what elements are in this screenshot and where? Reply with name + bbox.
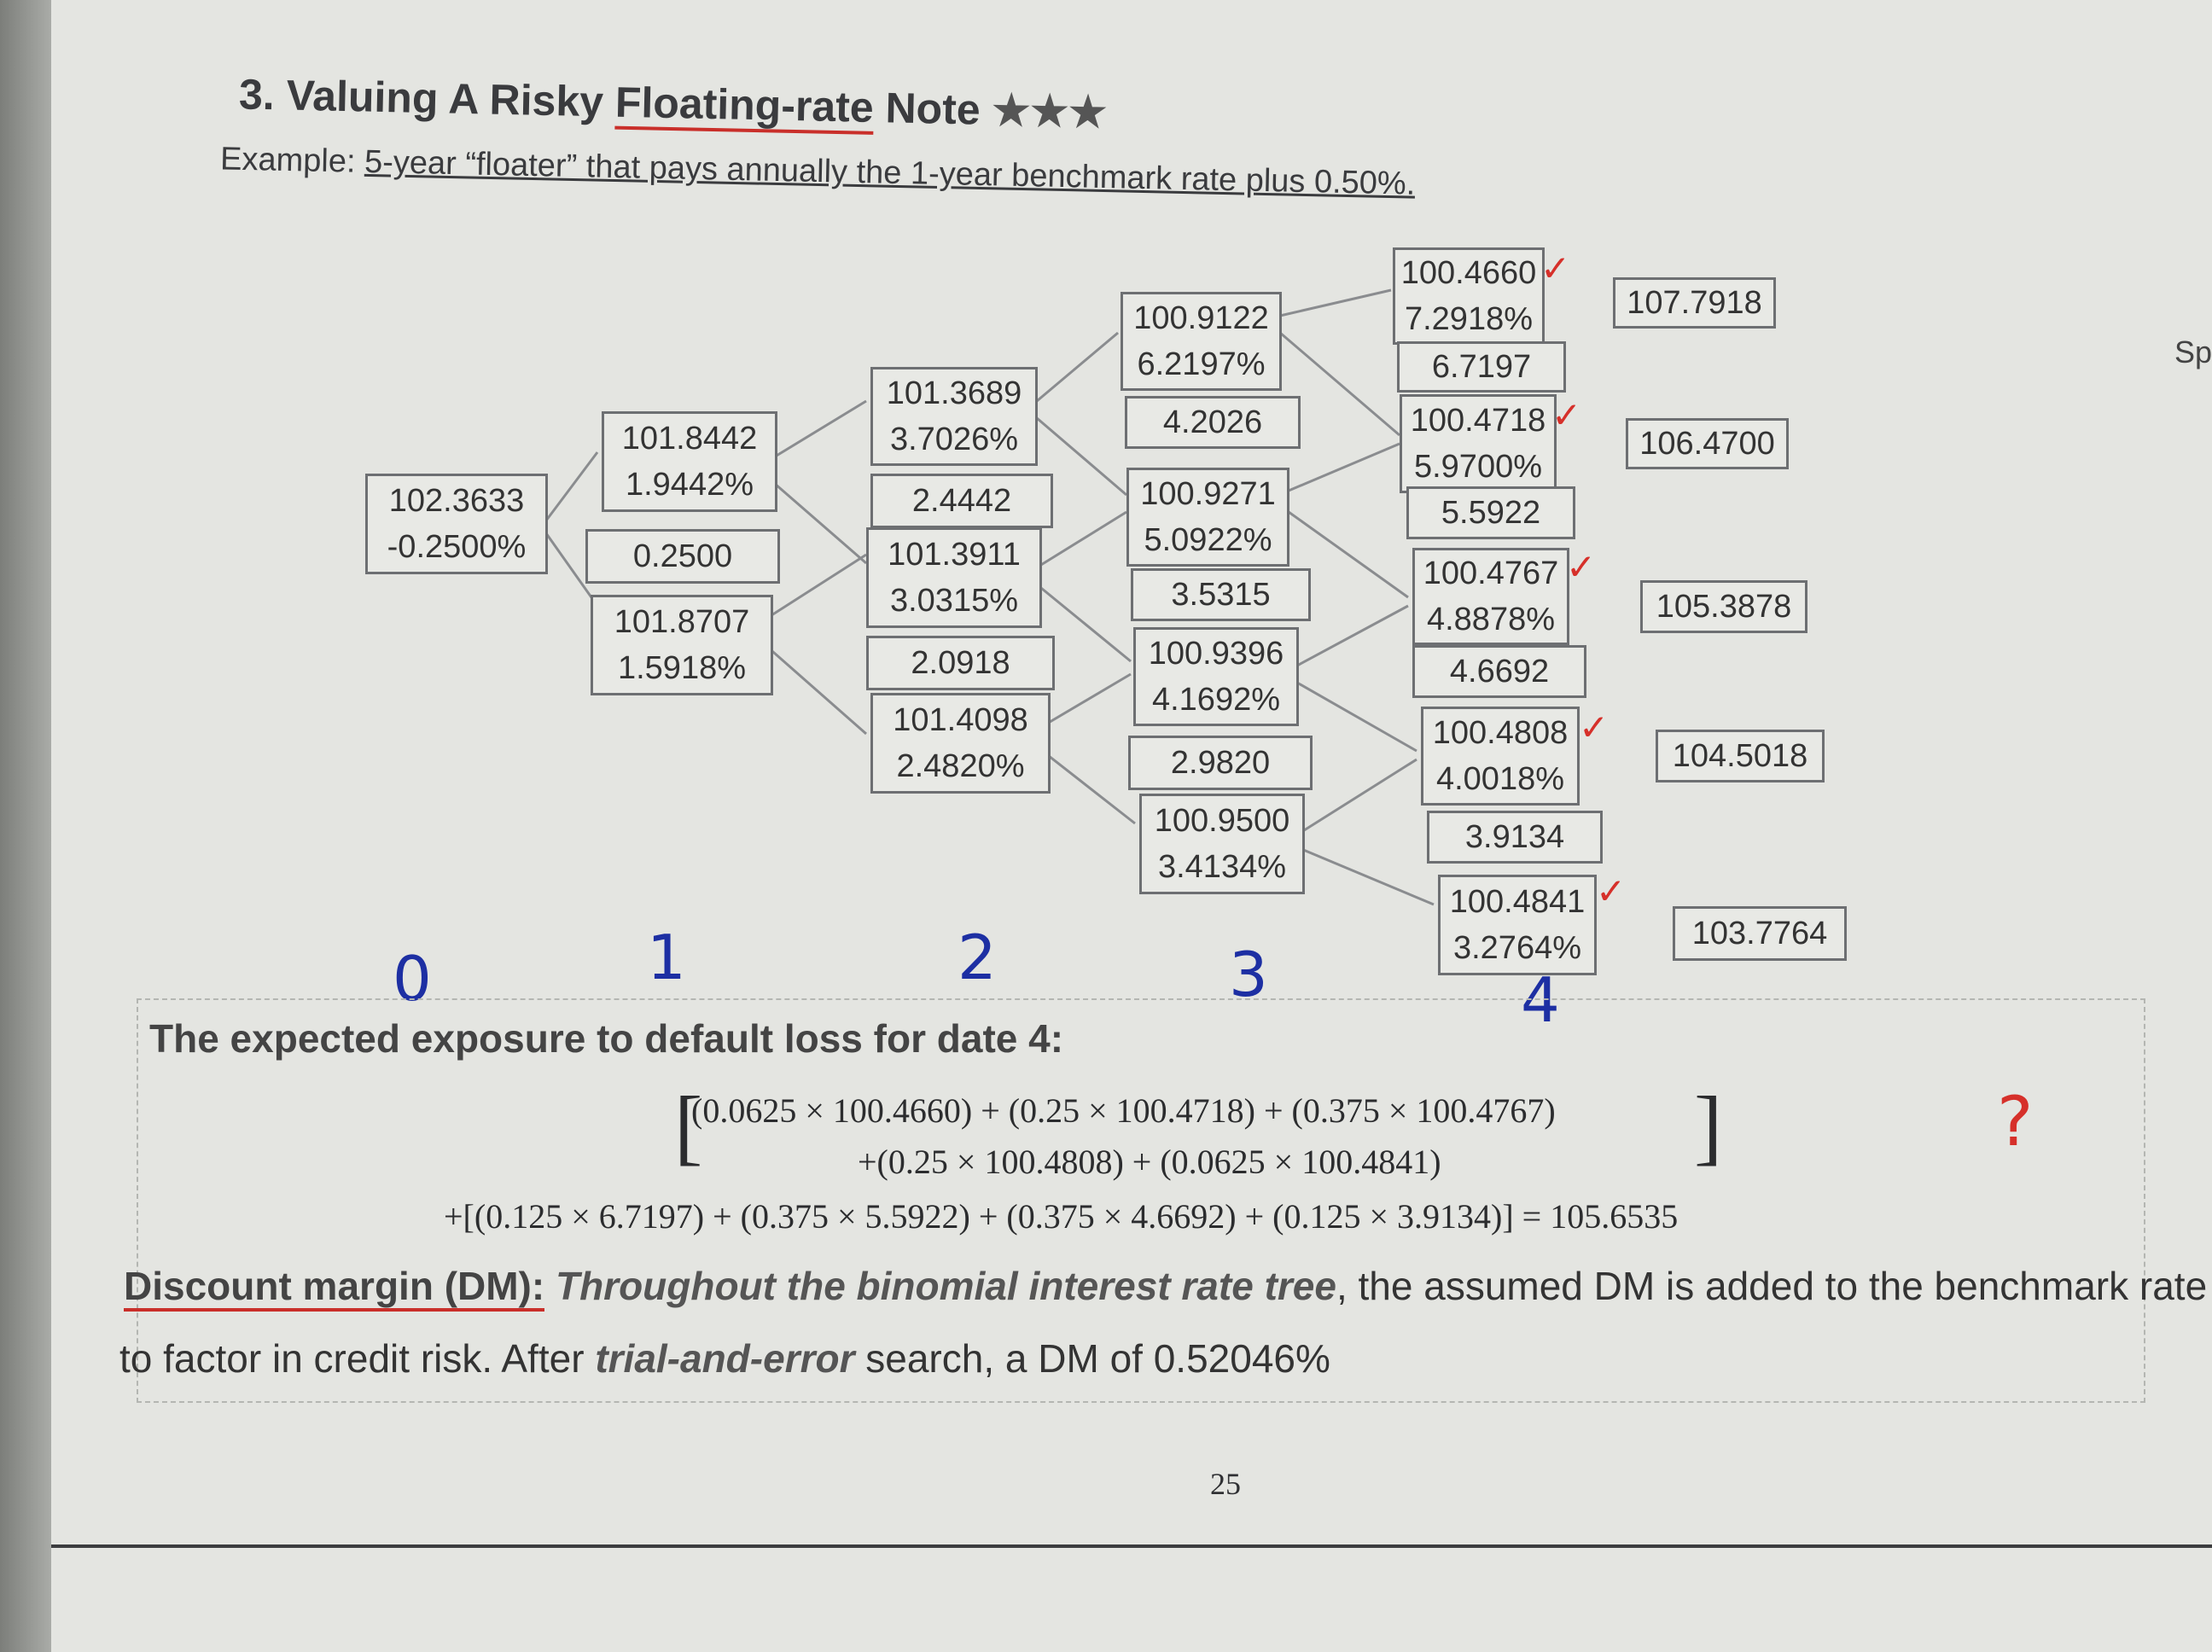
exposure-value: 2.4442 — [911, 483, 1012, 519]
formula-line-2: +(0.25 × 100.4808) + (0.0625 × 100.4841) — [858, 1143, 1441, 1181]
node-date3-1 — [1126, 468, 1289, 567]
exposure-date3-1 — [1131, 568, 1311, 621]
exposure-date4-0 — [1397, 341, 1566, 393]
exposure-date3-2 — [1128, 736, 1313, 790]
node-date3-3 — [1139, 794, 1305, 894]
node-date1-up — [602, 411, 777, 512]
node-value: 100.4808 — [1432, 715, 1569, 751]
check-mark: ✓ — [1551, 394, 1582, 436]
node-rate: 7.2918% — [1404, 301, 1533, 337]
exposure-date4-3 — [1427, 811, 1603, 864]
node-rate: 6.2197% — [1137, 346, 1266, 382]
handwritten-date-0: 0 — [393, 943, 432, 1015]
node-rate: 3.4134% — [1157, 849, 1286, 885]
exposure-value: 5.5922 — [1441, 495, 1541, 531]
exposure-value: 3.9134 — [1464, 819, 1565, 855]
exposure-value: 2.9820 — [1170, 745, 1271, 781]
node-date3-0 — [1121, 292, 1282, 391]
node-date4-2 — [1412, 548, 1569, 645]
dm-line-1 — [124, 1263, 2207, 1309]
page-bottom-rule — [51, 1544, 2212, 1548]
exposure-date3-0 — [1125, 396, 1301, 449]
node-date1-down — [591, 595, 773, 695]
node-rate: -0.2500% — [387, 529, 527, 565]
node-rate: 5.0922% — [1144, 522, 1272, 558]
node-rate: 4.0018% — [1435, 761, 1564, 797]
node-date3-2 — [1133, 627, 1299, 726]
margin-fragment: Sp — [2174, 334, 2212, 369]
formula-bracket-right: ] — [1694, 1079, 1723, 1173]
node-date2-2 — [870, 693, 1051, 794]
exposure-value: 0.2500 — [632, 538, 733, 574]
exposure-heading: The expected exposure to default loss for date 4: — [149, 1016, 1064, 1061]
node-rate: 1.9442% — [625, 467, 754, 503]
handwritten-date-2: 2 — [958, 922, 997, 993]
dm-line2-a: to factor in credit risk. After — [119, 1336, 596, 1381]
handwritten-date-1: 1 — [647, 922, 686, 993]
node-date4-3 — [1421, 707, 1580, 806]
exposure-date2-0 — [870, 474, 1053, 528]
node-date4-0 — [1393, 247, 1545, 345]
dm-line-2 — [119, 1335, 1330, 1382]
node-value: 100.4841 — [1449, 884, 1586, 920]
node-rate: 3.0315% — [889, 583, 1018, 619]
node-date0 — [365, 474, 548, 574]
node-rate: 1.5918% — [617, 650, 746, 686]
title-part3: Note — [873, 83, 981, 134]
handwritten-date-4: 4 — [1521, 964, 1560, 1036]
node-date5-4 — [1673, 906, 1847, 961]
title-underlined: Floating-rate — [614, 79, 874, 135]
section-number: 3. — [238, 70, 276, 119]
exposure-value: 4.2026 — [1162, 404, 1263, 440]
page-number: 25 — [1210, 1467, 1241, 1501]
node-value: 105.3878 — [1656, 589, 1792, 625]
formula-bracket-left: [ — [674, 1079, 703, 1173]
node-value: 100.9122 — [1133, 300, 1269, 336]
difficulty-stars: ★★★ — [991, 85, 1108, 137]
node-rate: 3.7026% — [889, 422, 1018, 457]
check-mark: ✓ — [1596, 870, 1627, 912]
handwritten-question: ? — [1997, 1082, 2034, 1161]
exposure-date1 — [585, 529, 780, 584]
formula-line-1: (0.0625 × 100.4660) + (0.25 × 100.4718) + (0.375 × 100.4767) — [691, 1091, 1556, 1130]
node-value: 100.4660 — [1400, 255, 1537, 291]
node-date4-1 — [1400, 394, 1557, 493]
node-date5-3 — [1656, 730, 1825, 782]
node-value: 100.4767 — [1423, 556, 1559, 591]
example-text: 5-year “floater” that pays annually the 1-year benchmark rate plus 0.50%. — [364, 143, 1416, 202]
exposure-value: 4.6692 — [1449, 654, 1550, 689]
dm-italic: Throughout the binomial interest rate tree — [544, 1264, 1336, 1308]
example-label: Example: — [219, 141, 356, 180]
node-date4-4 — [1438, 875, 1597, 975]
node-rate: 4.1692% — [1151, 682, 1280, 718]
check-mark: ✓ — [1540, 247, 1571, 289]
check-mark: ✓ — [1566, 546, 1597, 588]
node-date2-1 — [866, 527, 1042, 628]
node-value: 103.7764 — [1691, 916, 1828, 951]
node-value: 101.8442 — [621, 421, 758, 457]
node-value: 101.3689 — [886, 375, 1022, 411]
dm-line2-b: search, a DM of 0.52046% — [854, 1336, 1330, 1381]
exposure-date4-2 — [1412, 645, 1586, 698]
node-rate: 3.2764% — [1452, 930, 1581, 966]
node-value: 101.3911 — [888, 537, 1021, 573]
node-date2-0 — [870, 367, 1038, 466]
node-date5-2 — [1640, 580, 1807, 633]
formula-line-3: +[(0.125 × 6.7197) + (0.375 × 5.5922) + (0.375 × 4.6692) + (0.125 × 3.9134)] = 105.6535 — [444, 1197, 1679, 1236]
exposure-value: 6.7197 — [1431, 349, 1532, 385]
exposure-date2-1 — [866, 636, 1055, 690]
dm-rest: , the assumed DM is added to the benchmark rate — [1336, 1264, 2208, 1308]
node-date5-1 — [1626, 418, 1789, 469]
exposure-date4-1 — [1406, 486, 1575, 539]
exposure-value: 2.0918 — [911, 645, 1010, 681]
node-value: 104.5018 — [1672, 738, 1808, 774]
check-mark: ✓ — [1579, 707, 1610, 748]
handwritten-date-3: 3 — [1229, 939, 1268, 1010]
title-part1: Valuing A Risky — [286, 71, 616, 126]
node-date5-0 — [1613, 277, 1776, 329]
node-value: 101.8707 — [614, 604, 750, 640]
node-value: 100.9396 — [1148, 636, 1284, 672]
node-value: 100.4718 — [1410, 403, 1546, 439]
node-rate: 4.8878% — [1426, 602, 1555, 637]
node-value: 101.4098 — [893, 702, 1028, 738]
dm-term: Discount margin (DM): — [124, 1264, 544, 1312]
node-value: 106.4700 — [1639, 426, 1775, 462]
node-value: 100.9271 — [1140, 476, 1276, 512]
node-value: 107.7918 — [1627, 285, 1762, 321]
node-value: 102.3633 — [388, 483, 525, 519]
exposure-value: 3.5315 — [1171, 577, 1271, 613]
node-rate: 5.9700% — [1413, 449, 1542, 485]
dm-line2-italic: trial-and-error — [595, 1336, 855, 1381]
node-value: 100.9500 — [1154, 803, 1290, 839]
node-rate: 2.4820% — [896, 748, 1025, 784]
